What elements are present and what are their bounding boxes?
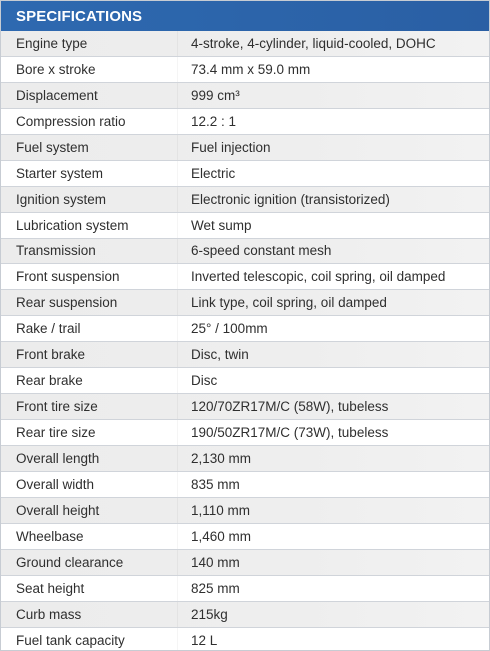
column-divider <box>177 394 178 419</box>
spec-label: Engine type <box>16 35 88 51</box>
spec-value: 25° / 100mm <box>191 321 268 337</box>
spec-value: 999 cm³ <box>191 87 240 103</box>
spec-value: 2,130 mm <box>191 450 252 466</box>
spec-label: Rear suspension <box>16 295 118 311</box>
spec-row <box>1 550 489 576</box>
spec-label: Ground clearance <box>16 554 124 570</box>
spec-value: 825 mm <box>191 580 240 596</box>
spec-value: Link type, coil spring, oil damped <box>191 295 387 311</box>
spec-label: Overall height <box>16 502 100 518</box>
spec-value: 4-stroke, 4-cylinder, liquid-cooled, DOHC <box>191 35 436 51</box>
spec-value: 1,110 mm <box>191 502 251 518</box>
column-divider <box>177 31 178 56</box>
spec-label: Front suspension <box>16 269 120 285</box>
spec-value: 1,460 mm <box>191 528 252 544</box>
table-header <box>1 1 489 31</box>
column-divider <box>177 187 178 212</box>
spec-value: 73.4 mm x 59.0 mm <box>191 61 311 77</box>
column-divider <box>177 57 178 82</box>
spec-row <box>1 83 489 109</box>
spec-value: Fuel injection <box>191 139 271 155</box>
column-divider <box>177 316 178 341</box>
column-divider <box>177 290 178 315</box>
spec-row <box>1 394 489 420</box>
column-divider <box>177 135 178 160</box>
spec-row <box>1 135 489 161</box>
spec-value: 140 mm <box>191 554 240 570</box>
spec-label: Displacement <box>16 87 98 103</box>
spec-label: Overall length <box>16 450 100 466</box>
spec-label: Starter system <box>16 165 104 181</box>
column-divider <box>177 602 178 627</box>
column-divider <box>177 498 178 523</box>
spec-value: Electronic ignition (transistorized) <box>191 191 390 207</box>
spec-label: Rear brake <box>16 373 83 389</box>
spec-label: Bore x stroke <box>16 61 96 77</box>
spec-row <box>1 187 489 213</box>
spec-row <box>1 57 489 83</box>
spec-value: Inverted telescopic, coil spring, oil damped <box>191 269 446 285</box>
spec-label: Transmission <box>16 243 96 259</box>
spec-label: Front tire size <box>16 399 98 415</box>
spec-row <box>1 342 489 368</box>
spec-label: Compression ratio <box>16 113 126 129</box>
column-divider <box>177 342 178 367</box>
spec-label: Overall width <box>16 476 95 492</box>
column-divider <box>177 161 178 186</box>
spec-row <box>1 576 489 602</box>
spec-value: Wet sump <box>191 217 252 233</box>
column-divider <box>177 213 178 238</box>
spec-value: 835 mm <box>191 476 240 492</box>
spec-value: 120/70ZR17M/C (58W), tubeless <box>191 399 389 415</box>
column-divider <box>177 524 178 549</box>
spec-label: Lubrication system <box>16 217 129 233</box>
column-divider <box>177 446 178 471</box>
spec-row <box>1 316 489 342</box>
spec-row <box>1 420 489 446</box>
spec-label: Front brake <box>16 347 86 363</box>
column-divider <box>177 264 178 289</box>
spec-value: 12 L <box>191 633 218 649</box>
spec-row <box>1 602 489 628</box>
spec-value: 190/50ZR17M/C (73W), tubeless <box>191 425 389 441</box>
spec-value: Disc, twin <box>191 347 249 363</box>
spec-value: Electric <box>191 165 236 181</box>
spec-rows <box>1 31 489 651</box>
spec-row <box>1 31 489 57</box>
column-divider <box>177 368 178 393</box>
spec-value: 12.2 : 1 <box>191 113 237 129</box>
column-divider <box>177 550 178 575</box>
spec-row <box>1 524 489 550</box>
column-divider <box>177 472 178 497</box>
column-divider <box>177 83 178 108</box>
column-divider <box>177 239 178 264</box>
spec-row <box>1 239 489 265</box>
spec-row <box>1 213 489 239</box>
spec-label: Ignition system <box>16 191 107 207</box>
spec-label: Rake / trail <box>16 321 81 337</box>
column-divider <box>177 109 178 134</box>
spec-row <box>1 290 489 316</box>
column-divider <box>177 628 178 651</box>
spec-row <box>1 264 489 290</box>
spec-value: 6-speed constant mesh <box>191 243 332 259</box>
spec-label: Rear tire size <box>16 425 96 441</box>
spec-label: Fuel system <box>16 139 89 155</box>
table-title: SPECIFICATIONS <box>16 7 143 25</box>
spec-row <box>1 109 489 135</box>
spec-label: Wheelbase <box>16 528 84 544</box>
spec-label: Fuel tank capacity <box>16 633 125 649</box>
spec-row <box>1 498 489 524</box>
spec-row <box>1 368 489 394</box>
spec-label: Seat height <box>16 580 85 596</box>
spec-row <box>1 161 489 187</box>
spec-label: Curb mass <box>16 606 82 622</box>
column-divider <box>177 576 178 601</box>
spec-value: 215kg <box>191 606 228 622</box>
spec-row <box>1 472 489 498</box>
spec-row <box>1 628 489 651</box>
spec-value: Disc <box>191 373 218 389</box>
spec-row <box>1 446 489 472</box>
column-divider <box>177 420 178 445</box>
